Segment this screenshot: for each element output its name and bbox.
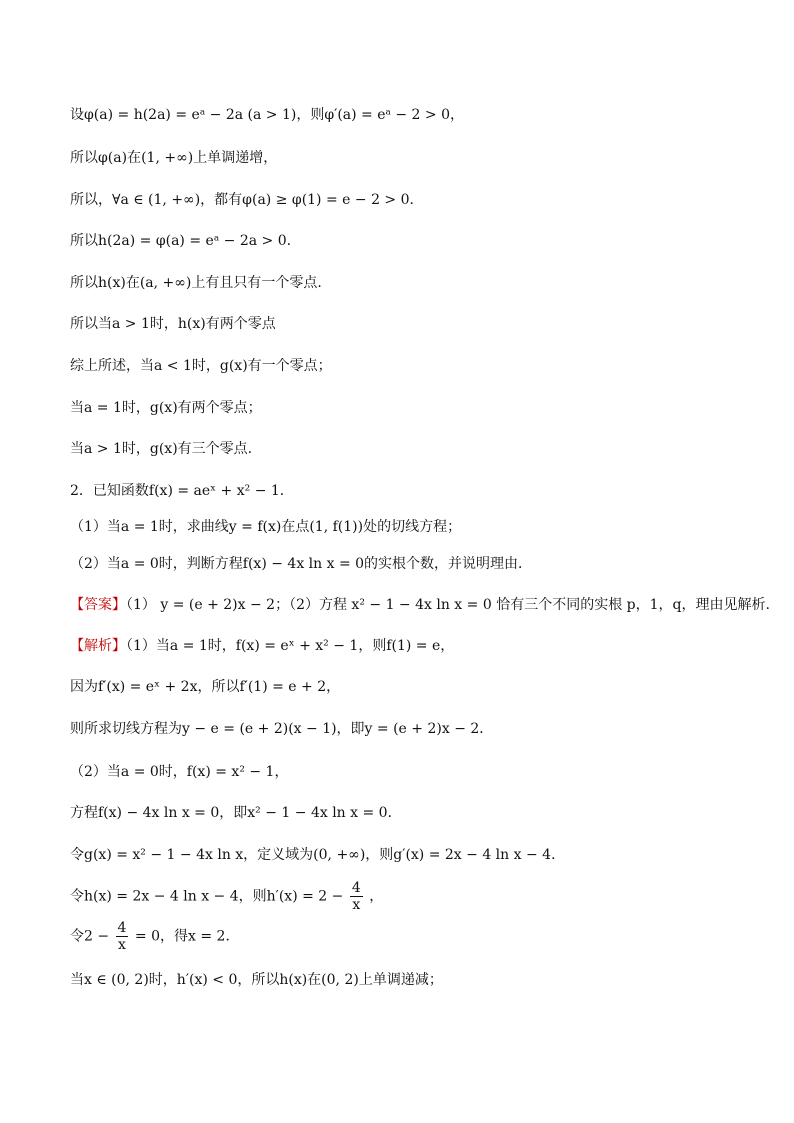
answer-line xyxy=(70,595,770,615)
text-line: 所以当a > 1时，h(x)有两个零点 xyxy=(70,316,276,332)
text-line: 所以，∀a ∈ (1, +∞)，都有φ(a) ≥ φ(1) = e − 2 > 0. xyxy=(70,192,414,208)
fraction xyxy=(350,880,363,913)
text-line: 令g(x) = x² − 1 − 4x ln x，定义域为(0, +∞)，则g′(x) = 2x − 4 ln x − 4． xyxy=(70,847,566,863)
text-line: 方程f(x) − 4x ln x = 0，即x² − 1 − 4x ln x = 0． xyxy=(70,805,402,821)
text-line: 所以h(x)在(a, +∞)上有且只有一个零点. xyxy=(70,275,322,291)
text-line: （2）当a = 0时，f(x) = x² − 1， xyxy=(70,764,289,780)
solve-line-pre: 令2 − xyxy=(70,928,110,945)
text-line: 当a > 1时，g(x)有三个零点. xyxy=(70,441,253,457)
fraction-denominator: x xyxy=(118,937,126,953)
text-line: 当a = 1时，g(x)有两个零点； xyxy=(70,400,262,416)
fraction-denominator: x xyxy=(352,897,361,913)
derivative-line xyxy=(70,880,734,913)
derivative-line-pre: 令h(x) = 2x − 4 ln x − 4，则h′(x) = 2 − xyxy=(70,888,344,905)
solve-line xyxy=(70,920,734,953)
question-title: 2．已知函数f(x) = aeˣ + x² − 1． xyxy=(70,483,294,499)
analysis-tag: 【解析】 xyxy=(70,638,126,654)
text-line: 所以h(2a) = φ(a) = eᵃ − 2a > 0. xyxy=(70,233,292,249)
text-line: 则所求切线方程为y − e = (e + 2)(x − 1)，即y = (e + 2)x − 2． xyxy=(70,721,494,737)
text-line: 设φ(a) = h(2a) = eᵃ − 2a (a > 1)，则φ′(a) = eᵃ − 2 > 0， xyxy=(70,107,465,123)
answer-tag: 【答案】 xyxy=(70,597,126,613)
fraction-numerator: 4 xyxy=(351,880,361,896)
analysis-text: （1）当a = 1时，f(x) = eˣ + x² − 1，则f(1) = e， xyxy=(126,638,455,654)
fraction xyxy=(116,920,129,953)
question-part-2: （2）当a = 0时，判断方程f(x) − 4x ln x = 0的实根个数，并说明理由． xyxy=(70,556,533,572)
analysis-line xyxy=(70,636,734,656)
fraction-numerator: 4 xyxy=(117,920,127,936)
text-line: 所以φ(a)在(1, +∞)上单调递增， xyxy=(70,150,278,166)
derivative-line-post: ， xyxy=(369,888,384,905)
text-line: 因为f′(x) = eˣ + 2x，所以f′(1) = e + 2， xyxy=(70,679,341,695)
text-line: 综上所述，当a < 1时，g(x)有一个零点； xyxy=(70,358,332,374)
text-line: 当x ∈ (0, 2)时，h′(x) < 0，所以h(x)在(0, 2)上单调递减； xyxy=(70,972,443,988)
question-part-1: （1）当a = 1时，求曲线y = f(x)在点(1, f(1))处的切线方程； xyxy=(70,519,462,535)
solve-line-post: = 0，得x = 2． xyxy=(134,928,240,945)
answer-text: （1） y = (e + 2)x − 2；（2）方程 x² − 1 − 4x ln x = 0 恰有三个不同的实根 p，1，q，理由见解析. xyxy=(126,597,770,613)
